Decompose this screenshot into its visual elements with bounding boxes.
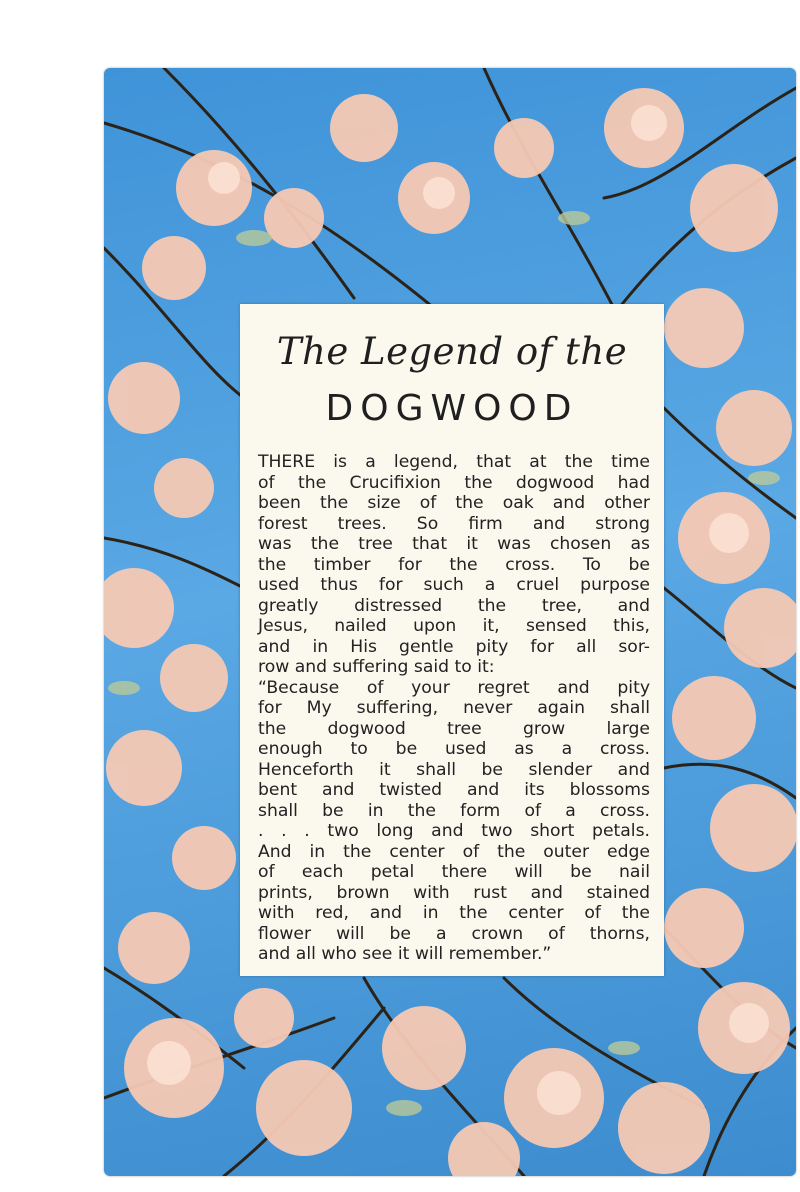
legend-line: and in His gentle pity for all sor- <box>258 636 650 657</box>
legend-line: enough to be used as a cross. <box>258 739 650 759</box>
legend-line: prints, brown with rust and stained <box>258 882 650 903</box>
legend-line: with red, and in the center of the <box>258 903 650 923</box>
legend-line: of each petal there will be nail <box>258 862 650 882</box>
legend-line: . . . two long and two short petals. <box>258 821 650 841</box>
legend-line: been the size of the oak and other <box>258 493 650 513</box>
title-main: DOGWOOD <box>325 388 579 429</box>
legend-line: “Because of your regret and pity <box>258 677 650 698</box>
legend-line: row and suffering said to it: <box>258 657 495 677</box>
legend-line: bent and twisted and its blossoms <box>258 780 650 800</box>
title-script: The Legend of the <box>276 330 628 373</box>
legend-line: of the Crucifixion the dogwood had <box>258 472 650 493</box>
legend-line: Henceforth it shall be slender and <box>258 759 650 780</box>
legend-line: the dogwood tree grow large <box>258 718 650 739</box>
legend-line: And in the center of the outer edge <box>258 841 650 862</box>
legend-line: forest trees. So firm and strong <box>258 513 650 534</box>
legend-line: THERE is a legend, that at the time <box>258 452 650 472</box>
legend-line: used thus for such a cruel purpose <box>258 575 650 595</box>
legend-line: and all who see it will remember.” <box>258 944 552 964</box>
legend-line: greatly distressed the tree, and <box>258 595 650 616</box>
postcard <box>104 68 796 1176</box>
legend-line: Jesus, nailed upon it, sensed this, <box>258 616 650 636</box>
legend-line: was the tree that it was chosen as <box>258 534 650 554</box>
legend-line: for My suffering, never again shall <box>258 698 650 718</box>
legend-line: the timber for the cross. To be <box>258 554 650 575</box>
legend-line: shall be in the form of a cross. <box>258 800 650 821</box>
legend-body <box>258 452 650 965</box>
legend-text-panel <box>240 304 664 976</box>
legend-line: flower will be a crown of thorns, <box>258 923 650 944</box>
